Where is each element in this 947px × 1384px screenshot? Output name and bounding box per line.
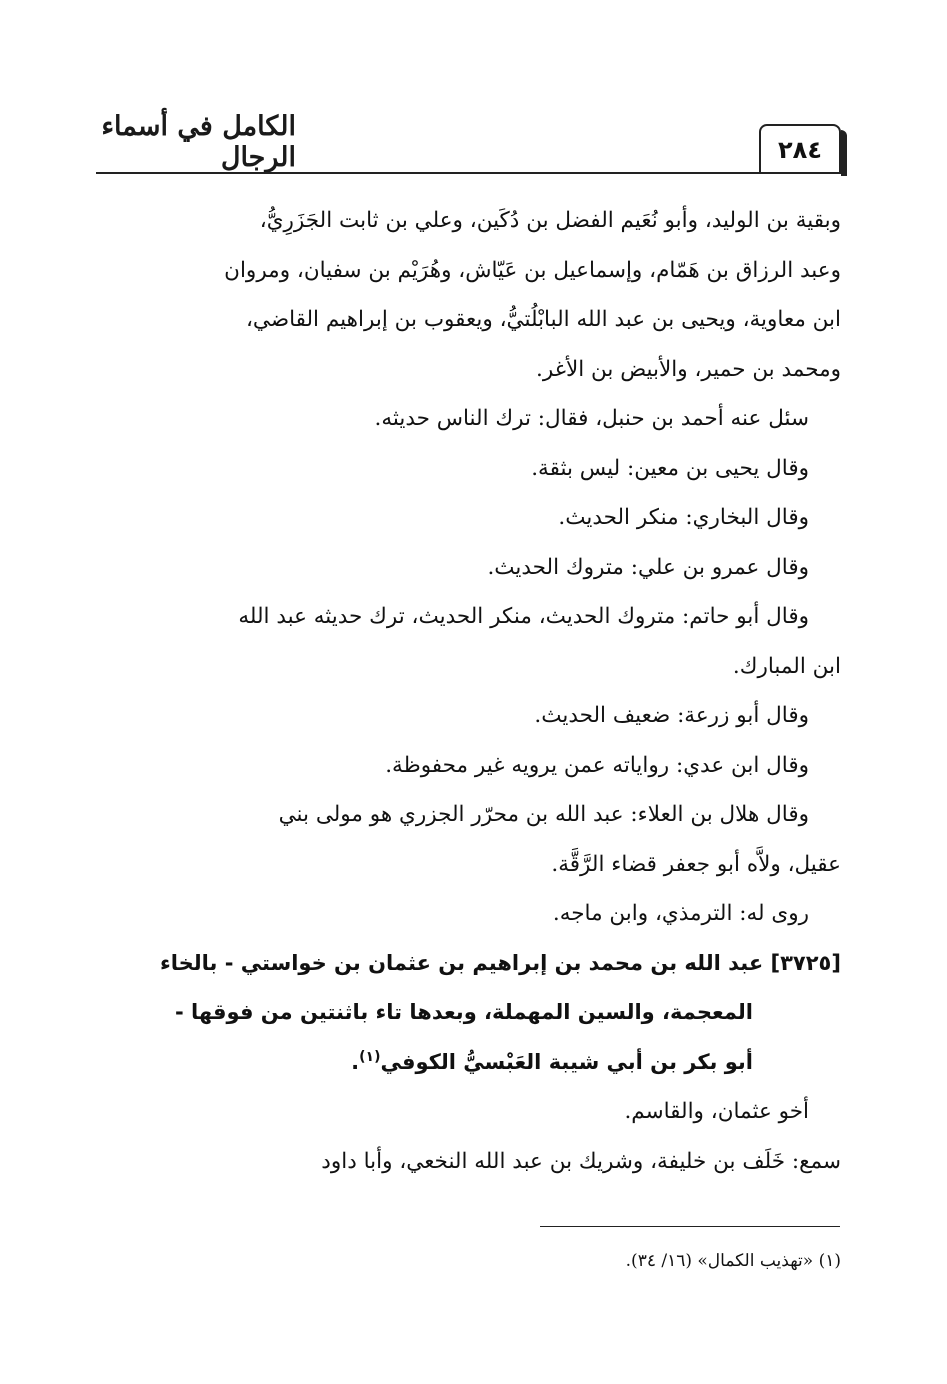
book-title: الكامل في أسماء الرجال bbox=[101, 111, 296, 173]
text-line: وقال أبو زرعة: ضعيف الحديث. bbox=[534, 703, 809, 728]
text-line: سمع: خَلَف بن خليفة، وشريك بن عبد الله النخعي، وأبا داود bbox=[321, 1148, 841, 1174]
text-line: وقال هلال بن العلاء: عبد الله بن محرّر الجزري هو مولى بني bbox=[278, 802, 809, 827]
entry-heading-period: . bbox=[351, 1049, 360, 1074]
text-line: وقال عمرو بن علي: متروك الحديث. bbox=[487, 554, 809, 580]
header-divider bbox=[96, 172, 841, 174]
text-line: وعبد الرزاق بن هَمّام، وإسماعيل بن عَيّاش، وهُرَيْم بن سفيان، ومروان bbox=[224, 257, 841, 283]
entry-heading: المعجمة، والسين المهملة، وبعدها تاء باثنتين من فوقها - bbox=[175, 1000, 753, 1024]
entry-heading-text: أبو بكر بن أبي شيبة العَبْسيُّ الكوفي bbox=[380, 1049, 753, 1074]
text-line: وقال ابن عدي: رواياته عمن يرويه غير محفوظة. bbox=[385, 752, 809, 778]
text-line: وبقية بن الوليد، وأبو نُعَيم الفضل بن دُكَين، وعلي بن ثابت الجَزَرِيُّ، bbox=[259, 208, 841, 233]
entry-heading: [٣٧٢٥] عبد الله بن محمد بن إبراهيم بن عثمان بن خواستي - بالخاء bbox=[160, 950, 841, 975]
footnote-marker: (١) bbox=[359, 1048, 381, 1065]
text-line: وقال أبو حاتم: متروك الحديث، منكر الحديث، ترك حديثه عبد الله bbox=[238, 604, 809, 629]
entry-heading bbox=[96, 1038, 841, 1088]
footnote-divider bbox=[540, 1226, 840, 1227]
text-line: ابن المبارك. bbox=[732, 653, 841, 679]
main-text bbox=[96, 196, 841, 1186]
text-line: روى له: الترمذي، وابن ماجه. bbox=[552, 901, 809, 926]
page-number: ٢٨٤ bbox=[759, 124, 841, 174]
text-line: ابن معاوية، ويحيى بن عبد الله البابْلُتيُّ، ويعقوب بن إبراهيم القاضي، bbox=[245, 307, 841, 332]
text-line: أخو عثمان، والقاسم. bbox=[624, 1099, 809, 1124]
text-line: عقيل، ولاَّه أبو جعفر قضاء الرَّقَّة. bbox=[551, 851, 841, 877]
footnote: (١) «تهذيب الكمال» (١٦/ ٣٤). bbox=[625, 1251, 841, 1271]
page-header bbox=[96, 108, 841, 172]
text-line: وقال يحيى بن معين: ليس بثقة. bbox=[531, 455, 809, 481]
text-line: وقال البخاري: منكر الحديث. bbox=[558, 505, 809, 530]
text-line: ومحمد بن حمير، والأبيض بن الأغر. bbox=[536, 356, 841, 382]
text-line: سئل عنه أحمد بن حنبل، فقال: ترك الناس حديثه. bbox=[374, 406, 809, 431]
